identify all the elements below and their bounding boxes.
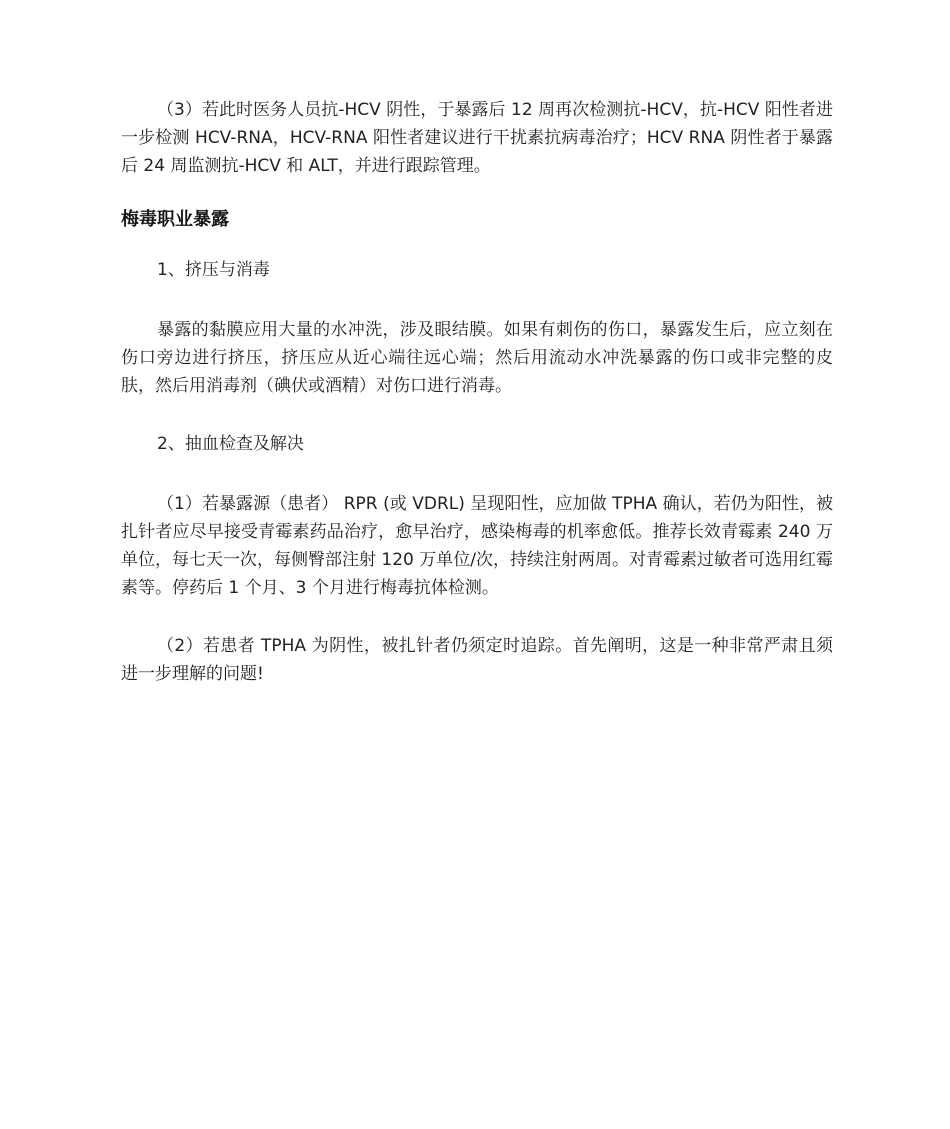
document-content <box>121 96 833 688</box>
step-2-item-2: （2）若患者 TPHA 为阴性，被扎针者仍须定时追踪。首先阐明，这是一种非常严肃且须进一步理解的问题! <box>121 636 833 684</box>
step-1-body: 暴露的黏膜应用大量的水冲洗，涉及眼结膜。如果有刺伤的伤口，暴露发生后，应立刻在伤口旁边进行挤压，挤压应从近心端往远心端；然后用流动水冲洗暴露的伤口或非完整的皮肤，然后用消毒剂（碘伏或酒精）对伤口进行消毒。 <box>121 320 833 396</box>
paragraph-hcv-item-3: （3）若此时医务人员抗-HCV 阴性，于暴露后 12 周再次检测抗-HCV，抗-HCV 阳性者进一步检测 HCV-RNA，HCV-RNA 阳性者建议进行干扰素抗病毒治疗；HCV RNA 阴性者于暴露后 24 周监测抗-HCV 和 ALT，并进行跟踪管理。 <box>121 100 833 176</box>
step-1-title: 1、挤压与消毒 <box>157 260 270 280</box>
step-2-title: 2、抽血检查及解决 <box>157 434 304 454</box>
step-2-item-1: （1）若暴露源（患者） RPR (或 VDRL) 呈现阳性，应加做 TPHA 确认，若仍为阳性，被扎针者应尽早接受青霉素药品治疗，愈早治疗，感染梅毒的机率愈低。推荐长效青霉素 240 万单位，每七天一次，每侧臀部注射 120 万单位/次，持续注射两周。对青霉素过敏者可选用红霉素等。停药后 1 个月、3 个月进行梅毒抗体检测。 <box>121 494 833 598</box>
section-heading-syphilis: 梅毒职业暴露 <box>121 209 229 230</box>
